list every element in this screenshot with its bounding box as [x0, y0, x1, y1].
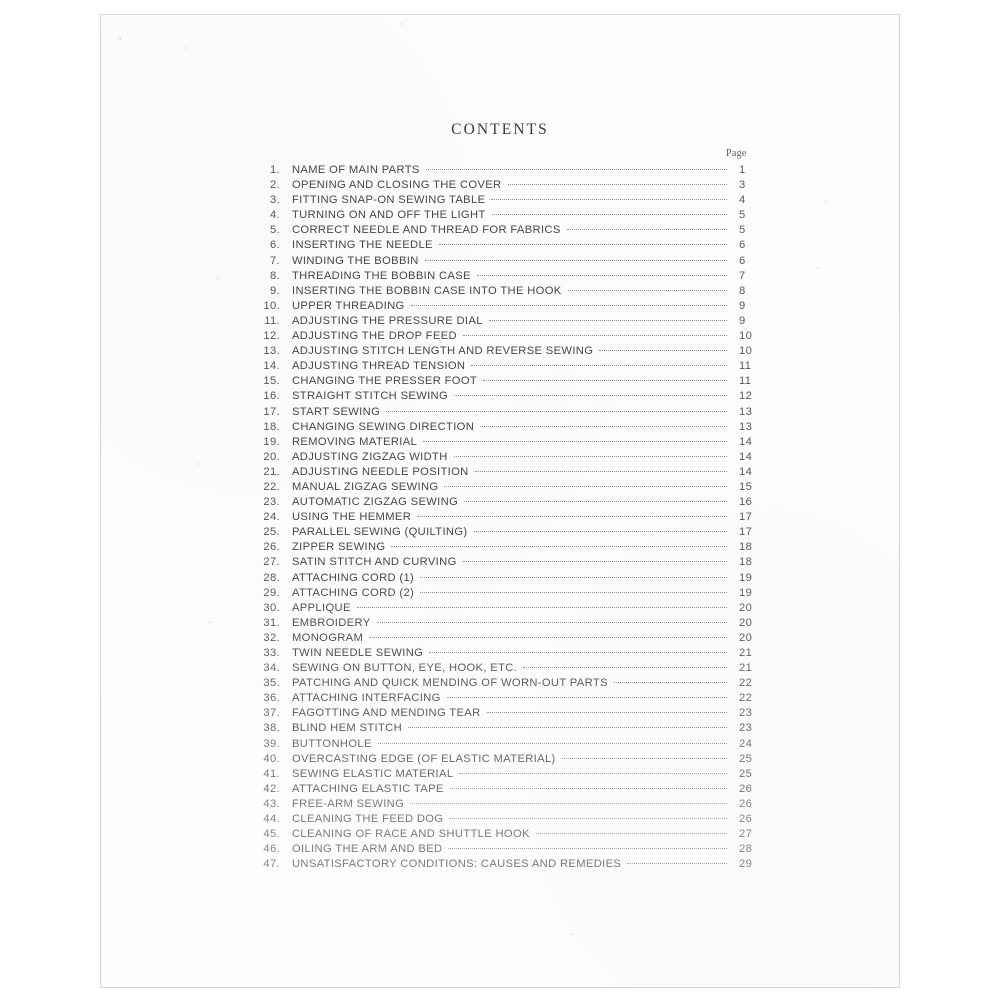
toc-entry-label: ADJUSTING THREAD TENSION — [292, 360, 466, 373]
toc-leader-dots — [463, 560, 727, 562]
toc-leader-dots — [420, 576, 727, 578]
toc-entry-label: OPENING AND CLOSING THE COVER — [292, 179, 502, 192]
toc-leader-dots — [487, 711, 727, 713]
toc-entry-page: 16 — [739, 496, 753, 509]
toc-entry-label: FITTING SNAP-ON SEWING TABLE — [292, 194, 486, 207]
toc-leader-dots — [429, 651, 727, 653]
toc-entry-number: 43. — [263, 797, 280, 810]
toc-entry[interactable] — [253, 224, 773, 239]
toc-entry[interactable] — [253, 239, 773, 254]
toc-entry-page: 19 — [739, 586, 753, 599]
toc-entry-page: 22 — [739, 677, 753, 690]
toc-entry-number: 6. — [269, 239, 280, 252]
toc-entry-label: ADJUSTING NEEDLE POSITION — [292, 465, 469, 478]
toc-leader-dots — [599, 349, 727, 351]
toc-entry-label: INSERTING THE BOBBIN CASE INTO THE HOOK — [292, 284, 562, 297]
toc-entry-number: 17. — [263, 405, 280, 418]
toc-leader-dots — [423, 440, 727, 442]
toc-entry-label: START SEWING — [292, 405, 381, 418]
toc-leader-dots — [391, 545, 727, 547]
toc-entry[interactable] — [253, 662, 773, 677]
toc-entry-label: ATTACHING ELASTIC TAPE — [292, 782, 444, 795]
toc-entry-page: 10 — [739, 345, 753, 358]
toc-entry-page: 19 — [739, 571, 753, 584]
toc-leader-dots — [357, 606, 727, 608]
toc-entry-page: 28 — [739, 843, 753, 856]
toc-entry-label: MANUAL ZIGZAG SEWING — [292, 480, 439, 493]
toc-leader-dots — [489, 319, 727, 321]
toc-entry-page: 15 — [739, 480, 753, 493]
toc-entry-page: 14 — [739, 435, 753, 448]
toc-entry-number: 46. — [263, 843, 280, 856]
toc-entry-number: 44. — [263, 813, 280, 826]
toc-entry-page: 20 — [739, 631, 753, 644]
toc-entry-page: 18 — [739, 556, 753, 569]
toc-leader-dots — [449, 817, 727, 819]
toc-entry-label: PARALLEL SEWING (QUILTING) — [292, 526, 468, 539]
toc-entry-page: 11 — [739, 375, 752, 388]
toc-entry-label: CORRECT NEEDLE AND THREAD FOR FABRICS — [292, 224, 561, 237]
toc-entry[interactable] — [253, 722, 773, 737]
toc-entry-page: 1 — [739, 164, 746, 176]
toc-entry[interactable] — [253, 753, 773, 768]
toc-leader-dots — [567, 228, 727, 230]
toc-entry[interactable] — [253, 556, 773, 571]
toc-entry[interactable] — [253, 436, 773, 451]
toc-entry[interactable] — [253, 511, 773, 526]
toc-entry[interactable] — [253, 375, 773, 390]
toc-entry-number: 47. — [263, 858, 280, 871]
toc-entry-page: 25 — [739, 752, 753, 765]
toc-entry-number: 34. — [263, 662, 280, 675]
toc-entry-page: 13 — [739, 420, 753, 433]
toc-entry-page: 20 — [739, 616, 753, 629]
toc-entry-page: 6 — [739, 254, 746, 267]
toc-entry-number: 21. — [263, 465, 280, 478]
toc-leader-dots — [480, 425, 727, 427]
toc-entry[interactable] — [253, 813, 773, 828]
toc-entry-page: 25 — [739, 767, 753, 780]
toc-leader-dots — [450, 787, 727, 789]
paper-speck — [197, 463, 199, 465]
toc-entry-number: 20. — [263, 450, 280, 463]
toc-entry-page: 22 — [739, 692, 753, 705]
toc-entry-label: PATCHING AND QUICK MENDING OF WORN-OUT PARTS — [292, 677, 608, 690]
toc-entry-number: 29. — [263, 586, 280, 599]
toc-leader-dots — [474, 530, 728, 532]
toc-leader-dots — [477, 274, 727, 276]
toc-entry[interactable] — [253, 541, 773, 556]
toc-leader-dots — [369, 636, 727, 638]
page-title: CONTENTS — [451, 121, 549, 138]
toc-entry[interactable] — [253, 255, 773, 270]
toc-entry-number: 13. — [263, 345, 280, 358]
toc-leader-dots — [536, 832, 727, 834]
toc-entry[interactable] — [253, 647, 773, 662]
toc-leader-dots — [475, 470, 727, 472]
toc-leader-dots — [426, 168, 727, 170]
toc-entry[interactable] — [253, 843, 773, 858]
toc-entry-page: 5 — [739, 209, 746, 222]
toc-leader-dots — [386, 410, 727, 412]
toc-entry-page: 26 — [739, 782, 753, 795]
toc-entry-page: 23 — [739, 722, 753, 735]
toc-leader-dots — [627, 862, 727, 864]
toc-entry-label: STRAIGHT STITCH SEWING — [292, 390, 449, 403]
page-surface — [101, 15, 899, 987]
toc-entry-page: 3 — [739, 179, 746, 192]
toc-entry-label: INSERTING THE NEEDLE — [292, 239, 433, 252]
toc-entry-label: OILING THE ARM AND BED — [292, 843, 443, 856]
toc-entry-label: USING THE HEMMER — [292, 511, 412, 524]
toc-entry[interactable] — [253, 828, 773, 843]
toc-leader-dots — [448, 847, 727, 849]
toc-entry[interactable] — [253, 707, 773, 722]
toc-entry-label: CLEANING THE FEED DOG — [292, 813, 444, 826]
toc-entry-label: ADJUSTING THE PRESSURE DIAL — [292, 314, 483, 327]
toc-leader-dots — [377, 621, 727, 623]
toc-entry-number: 36. — [263, 692, 280, 705]
toc-entry-label: SEWING ON BUTTON, EYE, HOOK, ETC. — [292, 662, 518, 675]
toc-entry-number: 27. — [263, 556, 280, 569]
toc-entry-label: TWIN NEEDLE SEWING — [292, 647, 424, 659]
toc-entry-number: 35. — [263, 677, 280, 690]
toc-entry-number: 24. — [263, 511, 280, 524]
toc-entry-page: 13 — [739, 405, 753, 418]
toc-entry-page: 12 — [739, 390, 753, 403]
toc-leader-dots — [459, 772, 727, 774]
toc-entry[interactable] — [253, 194, 773, 209]
toc-entry-page: 23 — [739, 707, 753, 720]
toc-entry-label: CLEANING OF RACE AND SHUTTLE HOOK — [292, 828, 530, 841]
toc-entry-page: 9 — [739, 314, 746, 327]
toc-entry-number: 42. — [263, 782, 280, 795]
toc-entry-number: 5. — [269, 224, 280, 237]
toc-leader-dots — [454, 394, 727, 396]
toc-entry-number: 15. — [263, 375, 280, 388]
toc-entry-page: 24 — [739, 737, 753, 750]
toc-entry-label: FREE-ARM SEWING — [292, 797, 405, 810]
toc-entry-number: 38. — [263, 722, 280, 735]
toc-entry-number: 18. — [263, 420, 280, 433]
paper-speck — [217, 277, 219, 279]
toc-entry-number: 32. — [263, 631, 280, 644]
toc-entry-label: ATTACHING INTERFACING — [292, 692, 441, 705]
toc-entry[interactable] — [253, 209, 773, 224]
toc-entry[interactable] — [253, 451, 773, 466]
toc-leader-dots — [439, 243, 727, 245]
toc-entry-number: 19. — [263, 435, 280, 448]
toc-entry-page: 9 — [739, 299, 746, 312]
paper-speck — [185, 47, 187, 49]
toc-entry-label: CHANGING THE PRESSER FOOT — [292, 375, 478, 388]
toc-entry-page: 11 — [739, 360, 752, 373]
toc-leader-dots — [420, 591, 727, 593]
toc-entry-page: 6 — [739, 239, 746, 252]
toc-entry[interactable] — [253, 858, 773, 873]
toc-entry[interactable] — [253, 315, 773, 330]
toc-entry-label: UNSATISFACTORY CONDITIONS: CAUSES AND REMEDIES — [292, 858, 622, 871]
toc-entry[interactable] — [253, 345, 773, 360]
toc-entry-label: AUTOMATIC ZIGZAG SEWING — [292, 496, 459, 509]
toc-leader-dots — [378, 742, 727, 744]
toc-entry[interactable] — [253, 360, 773, 375]
page-column-header: Page — [726, 148, 747, 159]
toc-entry-label: EMBROIDERY — [292, 616, 371, 629]
toc-entry-number: 4. — [269, 209, 280, 222]
toc-leader-dots — [447, 696, 727, 698]
toc-entry[interactable] — [253, 466, 773, 481]
paper-speck — [209, 621, 211, 623]
toc-entry-page: 17 — [739, 511, 753, 524]
paper-speck — [401, 23, 403, 25]
table-of-contents — [253, 164, 773, 873]
document-page — [100, 14, 900, 988]
toc-leader-dots — [444, 485, 727, 487]
paper-speck — [571, 933, 573, 935]
toc-entry-page: 29 — [739, 858, 753, 871]
toc-entry-number: 7. — [269, 254, 280, 267]
toc-entry[interactable] — [253, 526, 773, 541]
toc-leader-dots — [523, 666, 727, 668]
toc-entry-number: 40. — [263, 752, 280, 765]
toc-entry-label: REMOVING MATERIAL — [292, 435, 418, 448]
toc-entry-page: 17 — [739, 526, 753, 539]
toc-leader-dots — [454, 455, 727, 457]
toc-entry-number: 11. — [264, 314, 280, 327]
toc-entry-number: 8. — [269, 269, 280, 282]
toc-entry[interactable] — [253, 300, 773, 315]
toc-entry-number: 25. — [263, 526, 280, 539]
toc-leader-dots — [463, 334, 727, 336]
toc-entry-number: 22. — [263, 480, 280, 493]
toc-entry[interactable] — [253, 572, 773, 587]
toc-leader-dots — [425, 259, 727, 261]
toc-entry-label: ADJUSTING ZIGZAG WIDTH — [292, 450, 448, 463]
paper-speck — [825, 201, 827, 203]
toc-leader-dots — [614, 681, 727, 683]
toc-entry-number: 1. — [269, 164, 280, 176]
toc-entry-number: 3. — [269, 194, 280, 207]
toc-entry-page: 14 — [739, 465, 753, 478]
toc-leader-dots — [464, 500, 727, 502]
toc-entry-label: THREADING THE BOBBIN CASE — [292, 269, 471, 282]
toc-entry-label: UPPER THREADING — [292, 299, 405, 312]
toc-entry-number: 30. — [263, 601, 280, 614]
toc-entry-number: 23. — [263, 496, 280, 509]
toc-entry[interactable] — [253, 798, 773, 813]
toc-entry-page: 4 — [739, 194, 746, 207]
toc-entry-number: 10. — [263, 299, 280, 312]
toc-entry[interactable] — [253, 738, 773, 753]
toc-leader-dots — [471, 364, 727, 366]
toc-entry[interactable] — [253, 496, 773, 511]
toc-entry[interactable] — [253, 390, 773, 405]
toc-entry[interactable] — [253, 677, 773, 692]
toc-entry[interactable] — [253, 330, 773, 345]
toc-entry-label: MONOGRAM — [292, 631, 364, 644]
toc-entry-label: NAME OF MAIN PARTS — [292, 164, 420, 176]
toc-entry-number: 16. — [263, 390, 280, 403]
toc-leader-dots — [562, 757, 727, 759]
toc-entry[interactable] — [253, 481, 773, 496]
toc-entry-page: 14 — [739, 450, 753, 463]
toc-entry-page: 26 — [739, 813, 753, 826]
toc-entry-number: 37. — [263, 707, 280, 720]
toc-entry-label: BLIND HEM STITCH — [292, 722, 403, 735]
toc-entry[interactable] — [253, 783, 773, 798]
toc-entry-number: 26. — [263, 541, 280, 554]
toc-entry-page: 21 — [739, 647, 753, 659]
toc-entry-number: 31. — [263, 616, 280, 629]
toc-entry[interactable] — [253, 179, 773, 194]
toc-entry-number: 2. — [269, 179, 280, 192]
toc-entry[interactable] — [253, 285, 773, 300]
toc-leader-dots — [568, 289, 727, 291]
toc-entry[interactable] — [253, 632, 773, 647]
toc-entry-label: WINDING THE BOBBIN — [292, 254, 419, 267]
toc-entry-label: ATTACHING CORD (2) — [292, 586, 415, 599]
toc-entry[interactable] — [253, 587, 773, 602]
toc-entry-page: 18 — [739, 541, 753, 554]
toc-entry-label: ZIPPER SEWING — [292, 541, 386, 554]
toc-entry[interactable] — [253, 617, 773, 632]
toc-leader-dots — [508, 183, 728, 185]
toc-leader-dots — [492, 213, 727, 215]
toc-leader-dots — [411, 304, 727, 306]
toc-entry-number: 33. — [263, 647, 280, 659]
toc-entry-page: 20 — [739, 601, 753, 614]
toc-entry-number: 14. — [263, 360, 280, 373]
toc-leader-dots — [491, 198, 727, 200]
toc-entry[interactable] — [253, 270, 773, 285]
toc-entry[interactable] — [253, 768, 773, 783]
toc-entry[interactable] — [253, 421, 773, 436]
toc-entry-number: 28. — [263, 571, 280, 584]
toc-entry-label: OVERCASTING EDGE (OF ELASTIC MATERIAL) — [292, 752, 556, 765]
toc-entry[interactable] — [253, 692, 773, 707]
toc-entry-page: 10 — [739, 330, 753, 343]
toc-entry-label: SEWING ELASTIC MATERIAL — [292, 767, 454, 780]
toc-entry-number: 41. — [263, 767, 280, 780]
toc-entry-number: 45. — [263, 828, 280, 841]
toc-entry-page: 27 — [739, 828, 753, 841]
toc-entry-label: ADJUSTING STITCH LENGTH AND REVERSE SEWING — [292, 345, 594, 358]
toc-entry-label: SATIN STITCH AND CURVING — [292, 556, 457, 569]
toc-leader-dots — [408, 726, 727, 728]
paper-speck — [119, 37, 122, 40]
toc-entry-label: ADJUSTING THE DROP FEED — [292, 330, 457, 343]
toc-entry-number: 9. — [269, 284, 280, 297]
toc-entry-number: 12. — [263, 330, 280, 343]
toc-entry[interactable] — [253, 164, 773, 179]
toc-entry-page: 5 — [739, 224, 746, 237]
toc-entry-label: TURNING ON AND OFF THE LIGHT — [292, 209, 486, 222]
toc-leader-dots — [410, 802, 727, 804]
toc-entry-page: 26 — [739, 797, 753, 810]
toc-entry[interactable] — [253, 406, 773, 421]
toc-entry-label: APPLIQUE — [292, 601, 351, 614]
toc-entry-page: 7 — [739, 269, 746, 282]
toc-entry-label: ATTACHING CORD (1) — [292, 571, 415, 584]
toc-entry-page: 21 — [739, 662, 753, 675]
toc-entry-label: CHANGING SEWING DIRECTION — [292, 420, 475, 433]
toc-entry-number: 39. — [263, 737, 280, 750]
toc-leader-dots — [483, 379, 727, 381]
toc-entry-label: FAGOTTING AND MENDING TEAR — [292, 707, 481, 720]
toc-entry-page: 8 — [739, 284, 746, 297]
toc-entry[interactable] — [253, 602, 773, 617]
paper-speck — [817, 267, 819, 269]
toc-leader-dots — [417, 515, 727, 517]
toc-entry-label: BUTTONHOLE — [292, 737, 372, 750]
